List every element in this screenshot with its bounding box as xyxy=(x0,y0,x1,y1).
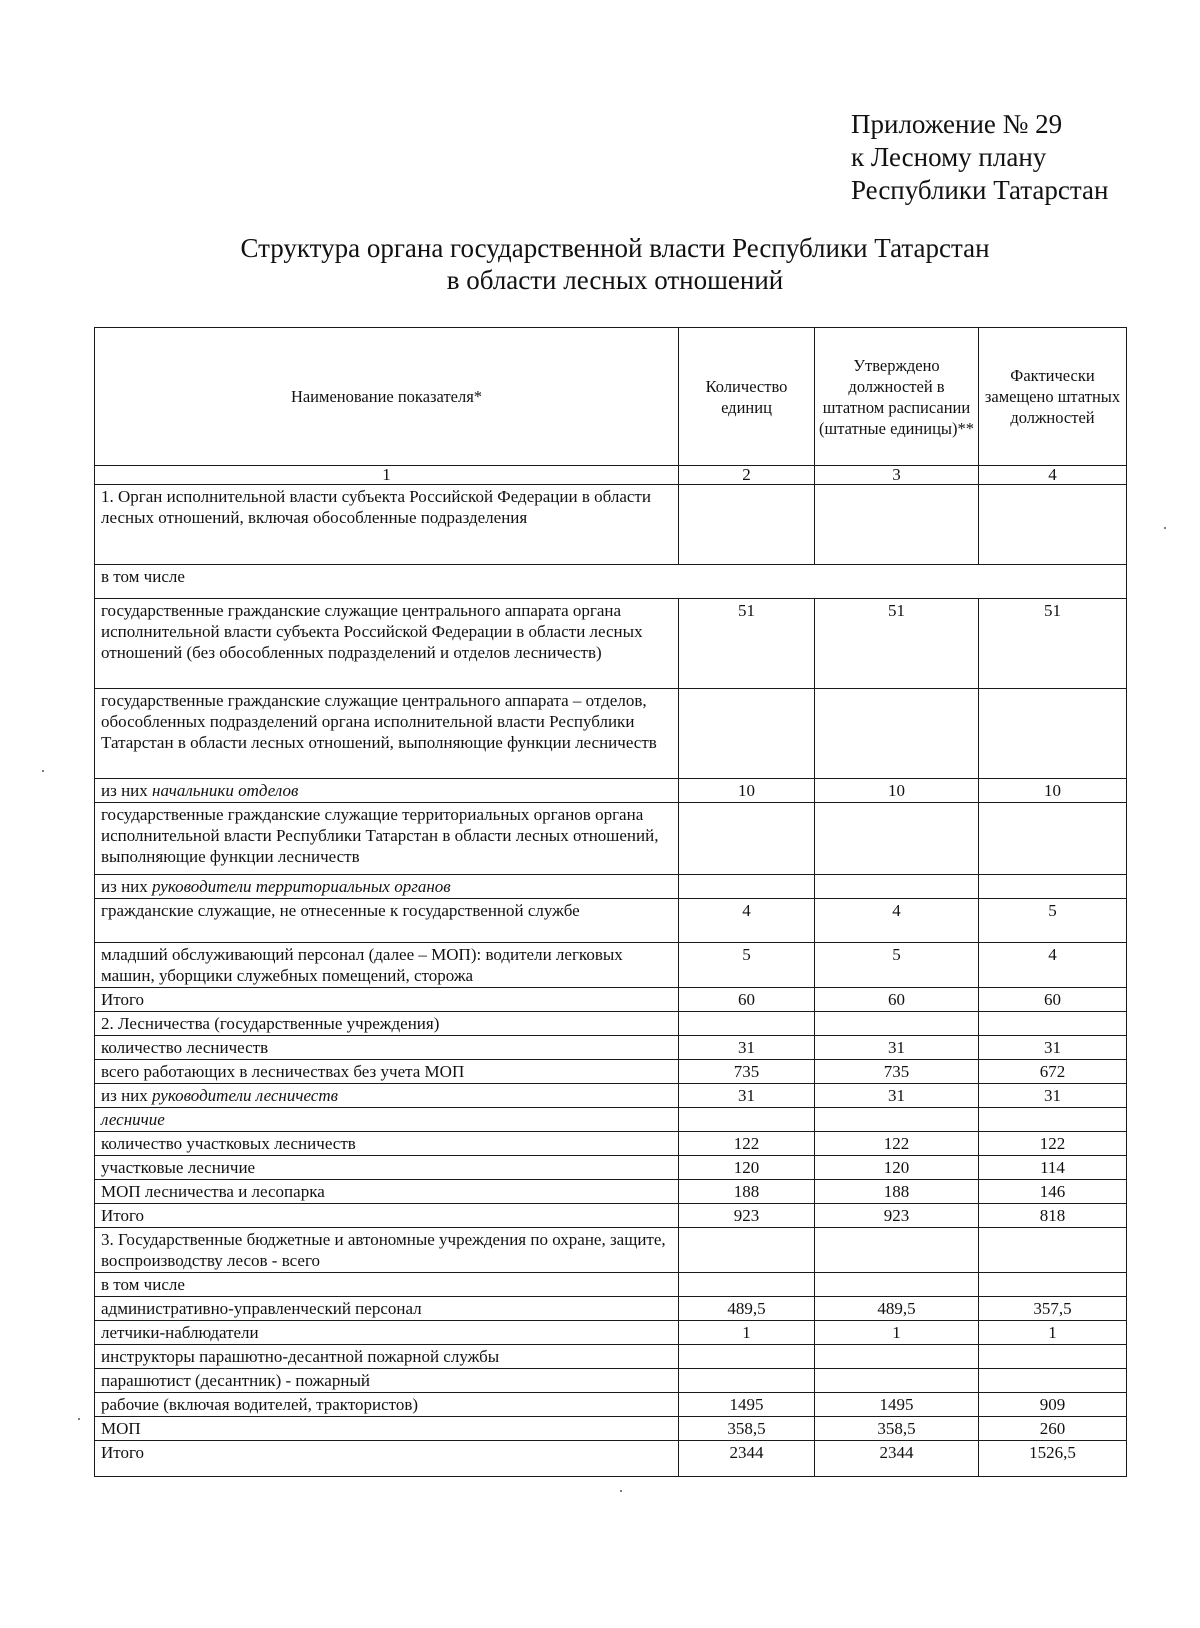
row-value-c4: 146 xyxy=(979,1180,1127,1204)
row-value-c2 xyxy=(679,1108,815,1132)
row-label-italic: лесничие xyxy=(101,1110,165,1129)
row-value-c3 xyxy=(815,485,979,565)
row-value-c2: 51 xyxy=(679,599,815,689)
row-value-c4: 357,5 xyxy=(979,1297,1127,1321)
row-value-c4: 31 xyxy=(979,1036,1127,1060)
row-value-c4 xyxy=(979,1369,1127,1393)
row-label-italic: начальники отделов xyxy=(152,781,299,800)
title-line-1: Структура органа государственной власти Республики Татарстан xyxy=(240,233,990,263)
table-row xyxy=(95,1060,1127,1084)
table-row xyxy=(95,1441,1127,1477)
column-number: 3 xyxy=(815,466,979,485)
row-value-c3: 2344 xyxy=(815,1441,979,1477)
row-value-c4 xyxy=(979,1228,1127,1273)
row-value-c2: 60 xyxy=(679,988,815,1012)
row-label: летчики-наблюдатели xyxy=(95,1321,679,1345)
row-label: МОП лесничества и лесопарка xyxy=(95,1180,679,1204)
row-value-c4 xyxy=(979,875,1127,899)
row-value-c4: 10 xyxy=(979,779,1127,803)
column-number: 4 xyxy=(979,466,1127,485)
table-row xyxy=(95,1321,1127,1345)
row-label: 2. Лесничества (государственные учреждения) xyxy=(95,1012,679,1036)
row-label-prefix: из них xyxy=(101,781,153,800)
header-indicator-name: Наименование показателя* xyxy=(95,328,679,466)
row-value-c3: 1495 xyxy=(815,1393,979,1417)
table-row xyxy=(95,1156,1127,1180)
table-row xyxy=(95,1393,1127,1417)
row-label: гражданские служащие, не отнесенные к государственной службе xyxy=(95,899,679,943)
row-value-c2 xyxy=(679,1012,815,1036)
table-row xyxy=(95,689,1127,779)
row-value-c4: 60 xyxy=(979,988,1127,1012)
row-label: государственные гражданские служащие центрального аппарата – отделов, обособленных подразделений органа исполнительной власти Республики Татарстан в области лесных отношений, выполняющие функции лесничеств xyxy=(95,689,679,779)
row-value-c3: 122 xyxy=(815,1132,979,1156)
appendix-line-2: к Лесному плану xyxy=(851,142,1047,172)
row-value-c4: 1526,5 xyxy=(979,1441,1127,1477)
row-value-c4 xyxy=(979,1273,1127,1297)
table-row xyxy=(95,1012,1127,1036)
column-number: 2 xyxy=(679,466,815,485)
row-value-c4: 909 xyxy=(979,1393,1127,1417)
row-label: парашютист (десантник) - пожарный xyxy=(95,1369,679,1393)
row-value-c3: 51 xyxy=(815,599,979,689)
row-label: количество лесничеств xyxy=(95,1036,679,1060)
table-row xyxy=(95,1180,1127,1204)
row-value-c2: 2344 xyxy=(679,1441,815,1477)
row-value-c2 xyxy=(679,1228,815,1273)
row-value-c3: 735 xyxy=(815,1060,979,1084)
row-value-c2: 735 xyxy=(679,1060,815,1084)
table-row xyxy=(95,1036,1127,1060)
row-value-c3: 31 xyxy=(815,1036,979,1060)
row-label: государственные гражданские служащие центрального аппарата органа исполнительной власти субъекта Российской Федерации в области лесных отношений (без обособленных подразделений и отделов лесничеств) xyxy=(95,599,679,689)
row-label: в том числе xyxy=(95,565,1127,599)
row-value-c4: 1 xyxy=(979,1321,1127,1345)
row-value-c4 xyxy=(979,485,1127,565)
scan-speck xyxy=(620,1490,622,1492)
row-value-c4 xyxy=(979,689,1127,779)
scan-speck xyxy=(42,770,44,772)
row-value-c3: 5 xyxy=(815,943,979,988)
row-value-c4: 122 xyxy=(979,1132,1127,1156)
row-label: участковые лесничие xyxy=(95,1156,679,1180)
table-row xyxy=(95,1417,1127,1441)
row-value-c3: 120 xyxy=(815,1156,979,1180)
row-label: Итого xyxy=(95,1441,679,1477)
header-row xyxy=(95,328,1127,466)
row-label xyxy=(95,779,679,803)
title-line-2: в области лесных отношений xyxy=(446,265,784,295)
row-value-c4 xyxy=(979,1108,1127,1132)
row-label: всего работающих в лесничествах без учета МОП xyxy=(95,1060,679,1084)
table-row xyxy=(95,565,1127,599)
row-label-italic: руководители территориальных органов xyxy=(152,877,451,896)
header-filled-positions: Фактически замещено штатных должностей xyxy=(979,328,1127,466)
table-row xyxy=(95,1273,1127,1297)
row-value-c4: 5 xyxy=(979,899,1127,943)
row-label xyxy=(95,1108,679,1132)
row-label: 3. Государственные бюджетные и автономные учреждения по охране, защите, воспроизводству лесов - всего xyxy=(95,1228,679,1273)
table-row xyxy=(95,899,1127,943)
row-value-c3: 489,5 xyxy=(815,1297,979,1321)
table-row xyxy=(95,943,1127,988)
row-value-c4: 51 xyxy=(979,599,1127,689)
row-label: Итого xyxy=(95,1204,679,1228)
row-value-c3: 1 xyxy=(815,1321,979,1345)
table-row xyxy=(95,1132,1127,1156)
row-value-c4: 114 xyxy=(979,1156,1127,1180)
row-value-c2: 188 xyxy=(679,1180,815,1204)
row-label: государственные гражданские служащие территориальных органов органа исполнительной власти Республики Татарстан в области лесных отношений, выполняющие функции лесничеств xyxy=(95,803,679,875)
structure-table xyxy=(94,327,1127,1477)
row-value-c2: 31 xyxy=(679,1036,815,1060)
row-value-c3: 31 xyxy=(815,1084,979,1108)
row-value-c3: 10 xyxy=(815,779,979,803)
row-label: 1. Орган исполнительной власти субъекта Российской Федерации в области лесных отношений, включая обособленные подразделения xyxy=(95,485,679,565)
row-value-c3 xyxy=(815,1228,979,1273)
row-value-c3 xyxy=(815,689,979,779)
row-value-c4 xyxy=(979,1012,1127,1036)
row-value-c2 xyxy=(679,1273,815,1297)
row-value-c2: 122 xyxy=(679,1132,815,1156)
row-value-c4: 260 xyxy=(979,1417,1127,1441)
column-number-row xyxy=(95,466,1127,485)
row-value-c2: 5 xyxy=(679,943,815,988)
header-approved-positions: Утверждено должностей в штатном расписании (штатные единицы)** xyxy=(815,328,979,466)
table-row xyxy=(95,1345,1127,1369)
row-label: в том числе xyxy=(95,1273,679,1297)
document-title xyxy=(0,232,1200,296)
table-row xyxy=(95,1228,1127,1273)
table-row xyxy=(95,1204,1127,1228)
row-label: рабочие (включая водителей, трактористов) xyxy=(95,1393,679,1417)
row-value-c3 xyxy=(815,1273,979,1297)
row-value-c3: 188 xyxy=(815,1180,979,1204)
row-value-c3 xyxy=(815,875,979,899)
row-value-c4 xyxy=(979,1345,1127,1369)
table-row xyxy=(95,875,1127,899)
scan-speck xyxy=(1164,527,1166,529)
row-value-c3 xyxy=(815,1369,979,1393)
row-value-c4: 672 xyxy=(979,1060,1127,1084)
row-value-c3 xyxy=(815,1012,979,1036)
row-value-c4: 31 xyxy=(979,1084,1127,1108)
row-label-prefix: из них xyxy=(101,1086,153,1105)
row-value-c2 xyxy=(679,689,815,779)
row-label: младший обслуживающий персонал (далее – МОП): водители легковых машин, уборщики служебных помещений, сторожа xyxy=(95,943,679,988)
table-row xyxy=(95,803,1127,875)
row-value-c2: 120 xyxy=(679,1156,815,1180)
column-number: 1 xyxy=(95,466,679,485)
table-row xyxy=(95,779,1127,803)
row-label: количество участковых лесничеств xyxy=(95,1132,679,1156)
row-value-c2: 358,5 xyxy=(679,1417,815,1441)
table-row xyxy=(95,485,1127,565)
appendix-line-3: Республики Татарстан xyxy=(851,175,1109,205)
row-label xyxy=(95,875,679,899)
row-value-c2 xyxy=(679,1345,815,1369)
row-value-c2: 923 xyxy=(679,1204,815,1228)
row-value-c2: 31 xyxy=(679,1084,815,1108)
row-value-c2: 489,5 xyxy=(679,1297,815,1321)
row-label: МОП xyxy=(95,1417,679,1441)
row-value-c2: 10 xyxy=(679,779,815,803)
row-value-c4: 818 xyxy=(979,1204,1127,1228)
row-value-c2 xyxy=(679,803,815,875)
row-value-c2: 1495 xyxy=(679,1393,815,1417)
table-row xyxy=(95,988,1127,1012)
row-label: инструкторы парашютно-десантной пожарной службы xyxy=(95,1345,679,1369)
row-value-c3: 60 xyxy=(815,988,979,1012)
row-value-c2 xyxy=(679,875,815,899)
row-label: Итого xyxy=(95,988,679,1012)
scan-speck xyxy=(78,1418,80,1420)
row-value-c4: 4 xyxy=(979,943,1127,988)
row-label xyxy=(95,1084,679,1108)
table-body xyxy=(95,485,1127,1477)
header-unit-count: Количество единиц xyxy=(679,328,815,466)
row-value-c2: 1 xyxy=(679,1321,815,1345)
row-value-c3: 358,5 xyxy=(815,1417,979,1441)
row-value-c3 xyxy=(815,1345,979,1369)
row-label-prefix: из них xyxy=(101,877,153,896)
table-row xyxy=(95,1297,1127,1321)
table-row xyxy=(95,599,1127,689)
row-value-c2: 4 xyxy=(679,899,815,943)
appendix-line-1: Приложение № 29 xyxy=(851,109,1063,139)
row-label-italic: руководители лесничеств xyxy=(152,1086,339,1105)
appendix-note xyxy=(851,108,1108,207)
row-value-c3 xyxy=(815,1108,979,1132)
row-value-c2 xyxy=(679,485,815,565)
row-value-c4 xyxy=(979,803,1127,875)
table-row xyxy=(95,1084,1127,1108)
table-row xyxy=(95,1369,1127,1393)
row-value-c3 xyxy=(815,803,979,875)
row-value-c3: 4 xyxy=(815,899,979,943)
row-value-c3: 923 xyxy=(815,1204,979,1228)
table-row xyxy=(95,1108,1127,1132)
row-value-c2 xyxy=(679,1369,815,1393)
row-label: административно-управленческий персонал xyxy=(95,1297,679,1321)
